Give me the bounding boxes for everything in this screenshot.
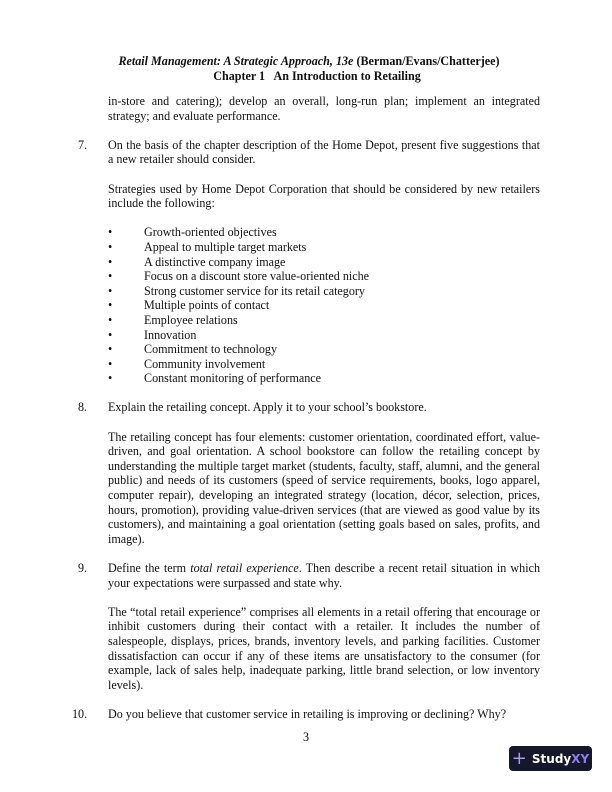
bullet-icon: • <box>108 298 113 313</box>
italic-term: total retail experience <box>190 561 299 575</box>
document-body <box>72 94 540 736</box>
book-title-line <box>0 54 612 69</box>
bullet-icon: • <box>108 312 113 327</box>
list-item: • Appeal to multiple target markets <box>108 239 307 254</box>
bullet-icon: • <box>108 225 113 240</box>
question-prompt: Define the term total retail experience. Then describe a recent retail situation in which your expectations were surpassed and state why. <box>108 561 540 590</box>
page-header <box>0 54 612 83</box>
strategy-list <box>108 225 540 386</box>
studyxy-watermark[interactable] <box>509 746 592 771</box>
list-item: • Constant monitoring of performance <box>108 371 321 386</box>
question-number: 10. <box>72 706 88 721</box>
chapter-title: Chapter 1 An Introduction to Retailing <box>213 68 421 83</box>
page-number: 3 <box>302 730 310 744</box>
continuation-paragraph: in-store and catering); develop an overall, long-run plan; implement an integrated strategy; and evaluate performance. <box>108 94 540 123</box>
list-item: • Focus on a discount store value-oriented niche <box>108 269 370 284</box>
question-number: 7. <box>78 137 88 152</box>
bullet-icon: • <box>108 254 113 269</box>
bullet-icon: • <box>108 371 113 386</box>
bullet-icon: • <box>108 356 113 371</box>
bullet-icon: • <box>108 283 113 298</box>
question-10 <box>72 706 540 722</box>
bullet-icon: • <box>108 342 113 357</box>
question-prompt: Do you believe that customer service in retailing is improving or declining? Why? <box>108 706 507 721</box>
list-item: • Multiple points of contact <box>108 298 270 313</box>
list-item: • Growth-oriented objectives <box>108 225 277 240</box>
brand-main: Study <box>531 751 572 766</box>
question-prompt: On the basis of the chapter description of the Home Depot, present five suggestions that a new retailer should consider. <box>108 137 540 167</box>
question-number: 9. <box>78 561 88 575</box>
bullet-icon: • <box>108 269 113 284</box>
answer-paragraph: The retailing concept has four elements: customer orientation, coordinated effort, value-driven, and goal orientation. A school bookstore can follow the retailing concept by understanding the multiple target market (students, faculty, staff, alumni, and the general public) and needs of its customers (speed of service requirements, books, logo apparel, computer repair), developing an integrated strategy (location, décor, selection, prices, hours, promotion), providing value-driven services (that are viewed as good value by its customers), and maintaining a goal orientation (setting goals based on sales, profits, and image). <box>108 429 540 546</box>
list-item: • Strong customer service for its retail category <box>108 283 365 298</box>
list-item: • A distinctive company image <box>108 254 286 269</box>
brand-accent: XY <box>571 751 590 766</box>
list-item: • Innovation <box>108 327 197 342</box>
bullet-icon: • <box>108 327 113 342</box>
authors: (Berman/Evans/Chatterjee) <box>356 54 500 68</box>
list-item: • Community involvement <box>108 356 266 371</box>
question-8 <box>78 400 540 546</box>
book-title: Retail Management: A Strategic Approach, 13e <box>118 54 354 68</box>
list-item: • Employee relations <box>108 312 238 327</box>
answer-paragraph: The “total retail experience” comprises all elements in a retail offering that encourage or inhibit customers during their contact with a retailer. It includes the number of salespeople, displays, prices, brands, inventory levels, and parking facilities. Customer dissatisfaction can occur if any of these items are unsatisfactory to the consumer (for example, lack of sales help, inadequate parking, little brand selection, or low inventory levels). <box>108 604 540 692</box>
question-9 <box>78 561 540 692</box>
plus-icon: + <box>511 747 527 769</box>
question-number: 8. <box>78 400 88 415</box>
list-item: • Commitment to technology <box>108 342 278 357</box>
question-prompt: Explain the retailing concept. Apply it to your school’s bookstore. <box>108 400 427 415</box>
bullet-icon: • <box>108 239 113 254</box>
question-7 <box>78 137 540 386</box>
answer-intro: Strategies used by Home Depot Corporation that should be considered by new retailers include the following: <box>108 181 540 211</box>
